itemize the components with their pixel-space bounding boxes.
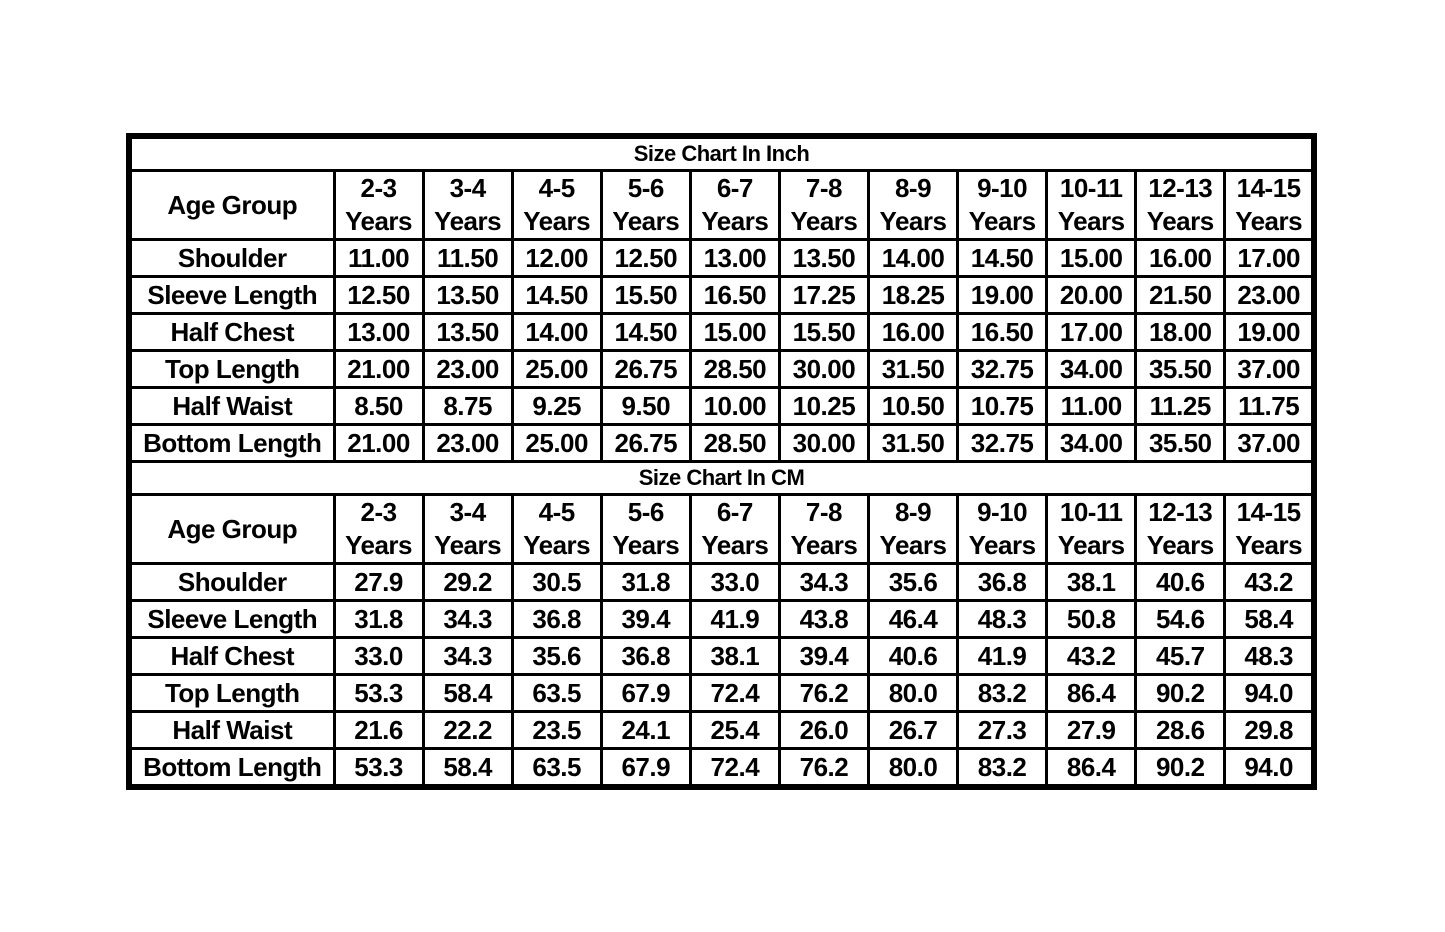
age-column-header [1136, 495, 1225, 564]
measurement-value-cell: 13.00 [690, 240, 779, 277]
age-range-label: 14-15 [1236, 497, 1301, 527]
measurement-row [129, 601, 1314, 638]
age-range-label: 12-13 [1148, 497, 1213, 527]
age-column-header [868, 171, 957, 240]
measurement-value-cell: 63.5 [512, 749, 601, 788]
measurement-value-cell: 34.3 [423, 638, 512, 675]
measurement-value-cell: 12.50 [601, 240, 690, 277]
age-column-header [1047, 171, 1136, 240]
age-suffix-label: Years [968, 206, 1036, 236]
measurement-value-cell: 39.4 [779, 638, 868, 675]
age-range-label: 10-11 [1059, 173, 1123, 203]
measurement-value-cell: 26.0 [779, 712, 868, 749]
age-suffix-label: Years [701, 206, 769, 236]
measurement-row [129, 425, 1314, 462]
age-range-label: 5-6 [627, 173, 664, 203]
age-column-header [690, 171, 779, 240]
measurement-label: Half Chest [129, 638, 334, 675]
age-column-header [958, 171, 1047, 240]
age-suffix-label: Years [434, 530, 502, 560]
measurement-value-cell: 58.4 [1225, 601, 1314, 638]
measurement-value-cell: 58.4 [423, 675, 512, 712]
measurement-value-cell: 15.00 [690, 314, 779, 351]
measurement-value-cell: 48.3 [1225, 638, 1314, 675]
age-range-label: 6-7 [716, 497, 753, 527]
age-suffix-label: Years [968, 530, 1036, 560]
measurement-value-cell: 23.5 [512, 712, 601, 749]
age-suffix-label: Years [1235, 530, 1303, 560]
measurement-value-cell: 37.00 [1225, 351, 1314, 388]
age-suffix-label: Years [345, 530, 412, 560]
measurement-value-cell: 14.50 [958, 240, 1047, 277]
measurement-value-cell: 35.50 [1136, 425, 1225, 462]
measurement-value-cell: 17.00 [1225, 240, 1314, 277]
age-suffix-label: Years [879, 530, 947, 560]
age-header-row [129, 171, 1314, 240]
age-range-label: 5-6 [627, 497, 664, 527]
measurement-value-cell: 10.75 [958, 388, 1047, 425]
measurement-value-cell: 58.4 [423, 749, 512, 788]
measurement-value-cell: 11.00 [1047, 388, 1136, 425]
measurement-value-cell: 22.2 [423, 712, 512, 749]
measurement-value-cell: 21.6 [334, 712, 423, 749]
measurement-value-cell: 34.3 [423, 601, 512, 638]
age-suffix-label: Years [790, 206, 858, 236]
measurement-row [129, 675, 1314, 712]
measurement-value-cell: 17.00 [1047, 314, 1136, 351]
measurement-value-cell: 27.9 [1047, 712, 1136, 749]
measurement-row [129, 388, 1314, 425]
measurement-value-cell: 13.50 [423, 277, 512, 314]
age-range-label: 12-13 [1148, 173, 1213, 203]
age-column-header [512, 495, 601, 564]
measurement-row [129, 638, 1314, 675]
measurement-value-cell: 31.8 [601, 564, 690, 601]
section-title-row [129, 462, 1314, 495]
age-column-header [868, 495, 957, 564]
measurement-value-cell: 25.00 [512, 425, 601, 462]
age-column-header [601, 495, 690, 564]
age-range-label: 3-4 [449, 173, 486, 203]
age-header-row [129, 495, 1314, 564]
measurement-value-cell: 35.6 [512, 638, 601, 675]
age-range-label: 6-7 [716, 173, 753, 203]
age-suffix-label: Years [612, 206, 680, 236]
age-suffix-label: Years [879, 206, 947, 236]
measurement-value-cell: 35.6 [868, 564, 957, 601]
measurement-value-cell: 30.5 [512, 564, 601, 601]
measurement-row [129, 314, 1314, 351]
measurement-value-cell: 14.50 [512, 277, 601, 314]
age-range-label: 14-15 [1236, 173, 1301, 203]
measurement-label: Top Length [129, 351, 334, 388]
age-column-header [423, 171, 512, 240]
measurement-value-cell: 72.4 [690, 675, 779, 712]
measurement-value-cell: 86.4 [1047, 749, 1136, 788]
age-column-header [958, 495, 1047, 564]
measurement-value-cell: 38.1 [1047, 564, 1136, 601]
size-chart-table [126, 133, 1317, 790]
measurement-value-cell: 30.00 [779, 351, 868, 388]
age-column-header [690, 495, 779, 564]
measurement-label: Bottom Length [129, 749, 334, 788]
measurement-value-cell: 32.75 [958, 351, 1047, 388]
measurement-value-cell: 31.50 [868, 351, 957, 388]
age-suffix-label: Years [1057, 206, 1125, 236]
age-range-label: 7-8 [805, 497, 842, 527]
measurement-value-cell: 9.50 [601, 388, 690, 425]
measurement-value-cell: 34.00 [1047, 425, 1136, 462]
age-suffix-label: Years [612, 530, 680, 560]
measurement-value-cell: 28.6 [1136, 712, 1225, 749]
measurement-value-cell: 31.50 [868, 425, 957, 462]
measurement-value-cell: 34.00 [1047, 351, 1136, 388]
age-column-header [512, 171, 601, 240]
measurement-value-cell: 32.75 [958, 425, 1047, 462]
age-suffix-label: Years [1057, 530, 1125, 560]
measurement-value-cell: 11.50 [423, 240, 512, 277]
age-suffix-label: Years [790, 530, 858, 560]
measurement-value-cell: 27.3 [958, 712, 1047, 749]
age-range-label: 4-5 [538, 497, 575, 527]
measurement-value-cell: 10.50 [868, 388, 957, 425]
measurement-value-cell: 31.8 [334, 601, 423, 638]
measurement-value-cell: 21.00 [334, 351, 423, 388]
measurement-row [129, 712, 1314, 749]
age-column-header [1047, 495, 1136, 564]
measurement-row [129, 351, 1314, 388]
measurement-value-cell: 16.00 [1136, 240, 1225, 277]
measurement-value-cell: 17.25 [779, 277, 868, 314]
measurement-value-cell: 36.8 [512, 601, 601, 638]
measurement-value-cell: 40.6 [1136, 564, 1225, 601]
measurement-value-cell: 25.00 [512, 351, 601, 388]
measurement-value-cell: 83.2 [958, 675, 1047, 712]
measurement-label: Sleeve Length [129, 601, 334, 638]
measurement-value-cell: 23.00 [1225, 277, 1314, 314]
measurement-row [129, 564, 1314, 601]
age-range-label: 10-11 [1059, 497, 1123, 527]
age-suffix-label: Years [701, 530, 769, 560]
measurement-value-cell: 13.50 [779, 240, 868, 277]
measurement-value-cell: 43.2 [1225, 564, 1314, 601]
age-column-header [779, 171, 868, 240]
measurement-value-cell: 13.00 [334, 314, 423, 351]
age-column-header [1225, 171, 1314, 240]
measurement-value-cell: 30.00 [779, 425, 868, 462]
measurement-value-cell: 37.00 [1225, 425, 1314, 462]
measurement-value-cell: 26.7 [868, 712, 957, 749]
measurement-value-cell: 20.00 [1047, 277, 1136, 314]
age-range-label: 4-5 [538, 173, 575, 203]
section-title: Size Chart In CM [129, 462, 1314, 495]
age-column-header [1136, 171, 1225, 240]
measurement-value-cell: 38.1 [690, 638, 779, 675]
measurement-value-cell: 21.00 [334, 425, 423, 462]
measurement-row [129, 277, 1314, 314]
measurement-value-cell: 90.2 [1136, 749, 1225, 788]
age-range-label: 2-3 [360, 173, 397, 203]
measurement-value-cell: 23.00 [423, 425, 512, 462]
age-column-header [601, 171, 690, 240]
measurement-row [129, 749, 1314, 788]
measurement-value-cell: 76.2 [779, 675, 868, 712]
measurement-value-cell: 15.50 [601, 277, 690, 314]
measurement-value-cell: 33.0 [334, 638, 423, 675]
measurement-value-cell: 24.1 [601, 712, 690, 749]
age-suffix-label: Years [523, 206, 591, 236]
measurement-value-cell: 11.00 [334, 240, 423, 277]
measurement-value-cell: 41.9 [958, 638, 1047, 675]
measurement-value-cell: 90.2 [1136, 675, 1225, 712]
measurement-value-cell: 25.4 [690, 712, 779, 749]
measurement-value-cell: 16.00 [868, 314, 957, 351]
measurement-value-cell: 18.00 [1136, 314, 1225, 351]
age-suffix-label: Years [345, 206, 412, 236]
measurement-value-cell: 53.3 [334, 749, 423, 788]
measurement-value-cell: 46.4 [868, 601, 957, 638]
measurement-value-cell: 63.5 [512, 675, 601, 712]
size-chart-body [129, 136, 1314, 787]
measurement-value-cell: 43.8 [779, 601, 868, 638]
measurement-value-cell: 16.50 [690, 277, 779, 314]
measurement-value-cell: 14.00 [868, 240, 957, 277]
measurement-value-cell: 53.3 [334, 675, 423, 712]
measurement-value-cell: 72.4 [690, 749, 779, 788]
age-column-header [779, 495, 868, 564]
age-range-label: 3-4 [449, 497, 486, 527]
measurement-value-cell: 11.75 [1225, 388, 1314, 425]
measurement-label: Half Chest [129, 314, 334, 351]
measurement-value-cell: 15.50 [779, 314, 868, 351]
measurement-value-cell: 50.8 [1047, 601, 1136, 638]
measurement-label: Shoulder [129, 564, 334, 601]
age-column-header [334, 495, 423, 564]
measurement-value-cell: 14.00 [512, 314, 601, 351]
age-range-label: 9-10 [977, 173, 1028, 203]
measurement-value-cell: 48.3 [958, 601, 1047, 638]
measurement-value-cell: 26.75 [601, 351, 690, 388]
measurement-value-cell: 33.0 [690, 564, 779, 601]
measurement-label: Half Waist [129, 712, 334, 749]
measurement-value-cell: 54.6 [1136, 601, 1225, 638]
section-title-row [129, 136, 1314, 171]
measurement-value-cell: 35.50 [1136, 351, 1225, 388]
measurement-value-cell: 80.0 [868, 749, 957, 788]
measurement-value-cell: 12.00 [512, 240, 601, 277]
measurement-value-cell: 21.50 [1136, 277, 1225, 314]
measurement-value-cell: 11.25 [1136, 388, 1225, 425]
measurement-value-cell: 9.25 [512, 388, 601, 425]
measurement-value-cell: 67.9 [601, 749, 690, 788]
age-range-label: 8-9 [894, 497, 932, 527]
measurement-value-cell: 8.50 [334, 388, 423, 425]
measurement-value-cell: 29.2 [423, 564, 512, 601]
section-title: Size Chart In Inch [129, 136, 1314, 171]
measurement-label: Top Length [129, 675, 334, 712]
measurement-value-cell: 10.00 [690, 388, 779, 425]
measurement-value-cell: 29.8 [1225, 712, 1314, 749]
measurement-value-cell: 45.7 [1136, 638, 1225, 675]
measurement-value-cell: 36.8 [601, 638, 690, 675]
measurement-value-cell: 39.4 [601, 601, 690, 638]
measurement-value-cell: 80.0 [868, 675, 957, 712]
measurement-value-cell: 94.0 [1225, 675, 1314, 712]
measurement-value-cell: 23.00 [423, 351, 512, 388]
age-range-label: 8-9 [894, 173, 932, 203]
measurement-value-cell: 94.0 [1225, 749, 1314, 788]
measurement-value-cell: 83.2 [958, 749, 1047, 788]
age-suffix-label: Years [1146, 206, 1214, 236]
measurement-label: Half Waist [129, 388, 334, 425]
measurement-label: Sleeve Length [129, 277, 334, 314]
age-group-header: Age Group [129, 171, 334, 240]
measurement-row [129, 240, 1314, 277]
measurement-value-cell: 14.50 [601, 314, 690, 351]
age-range-label: 2-3 [360, 497, 397, 527]
measurement-value-cell: 76.2 [779, 749, 868, 788]
measurement-value-cell: 41.9 [690, 601, 779, 638]
measurement-value-cell: 40.6 [868, 638, 957, 675]
age-column-header [334, 171, 423, 240]
measurement-value-cell: 86.4 [1047, 675, 1136, 712]
measurement-value-cell: 19.00 [958, 277, 1047, 314]
measurement-value-cell: 34.3 [779, 564, 868, 601]
size-chart [126, 133, 1317, 790]
age-range-label: 9-10 [977, 497, 1028, 527]
measurement-value-cell: 12.50 [334, 277, 423, 314]
measurement-value-cell: 36.8 [958, 564, 1047, 601]
age-suffix-label: Years [1235, 206, 1303, 236]
measurement-value-cell: 19.00 [1225, 314, 1314, 351]
measurement-value-cell: 10.25 [779, 388, 868, 425]
measurement-value-cell: 43.2 [1047, 638, 1136, 675]
age-range-label: 7-8 [805, 173, 842, 203]
measurement-value-cell: 67.9 [601, 675, 690, 712]
measurement-value-cell: 8.75 [423, 388, 512, 425]
measurement-label: Shoulder [129, 240, 334, 277]
age-suffix-label: Years [523, 530, 591, 560]
measurement-value-cell: 16.50 [958, 314, 1047, 351]
measurement-value-cell: 28.50 [690, 351, 779, 388]
measurement-value-cell: 27.9 [334, 564, 423, 601]
age-suffix-label: Years [434, 206, 502, 236]
measurement-value-cell: 13.50 [423, 314, 512, 351]
measurement-value-cell: 15.00 [1047, 240, 1136, 277]
measurement-value-cell: 18.25 [868, 277, 957, 314]
age-group-header: Age Group [129, 495, 334, 564]
measurement-label: Bottom Length [129, 425, 334, 462]
age-suffix-label: Years [1146, 530, 1214, 560]
measurement-value-cell: 26.75 [601, 425, 690, 462]
measurement-value-cell: 28.50 [690, 425, 779, 462]
age-column-header [1225, 495, 1314, 564]
age-column-header [423, 495, 512, 564]
